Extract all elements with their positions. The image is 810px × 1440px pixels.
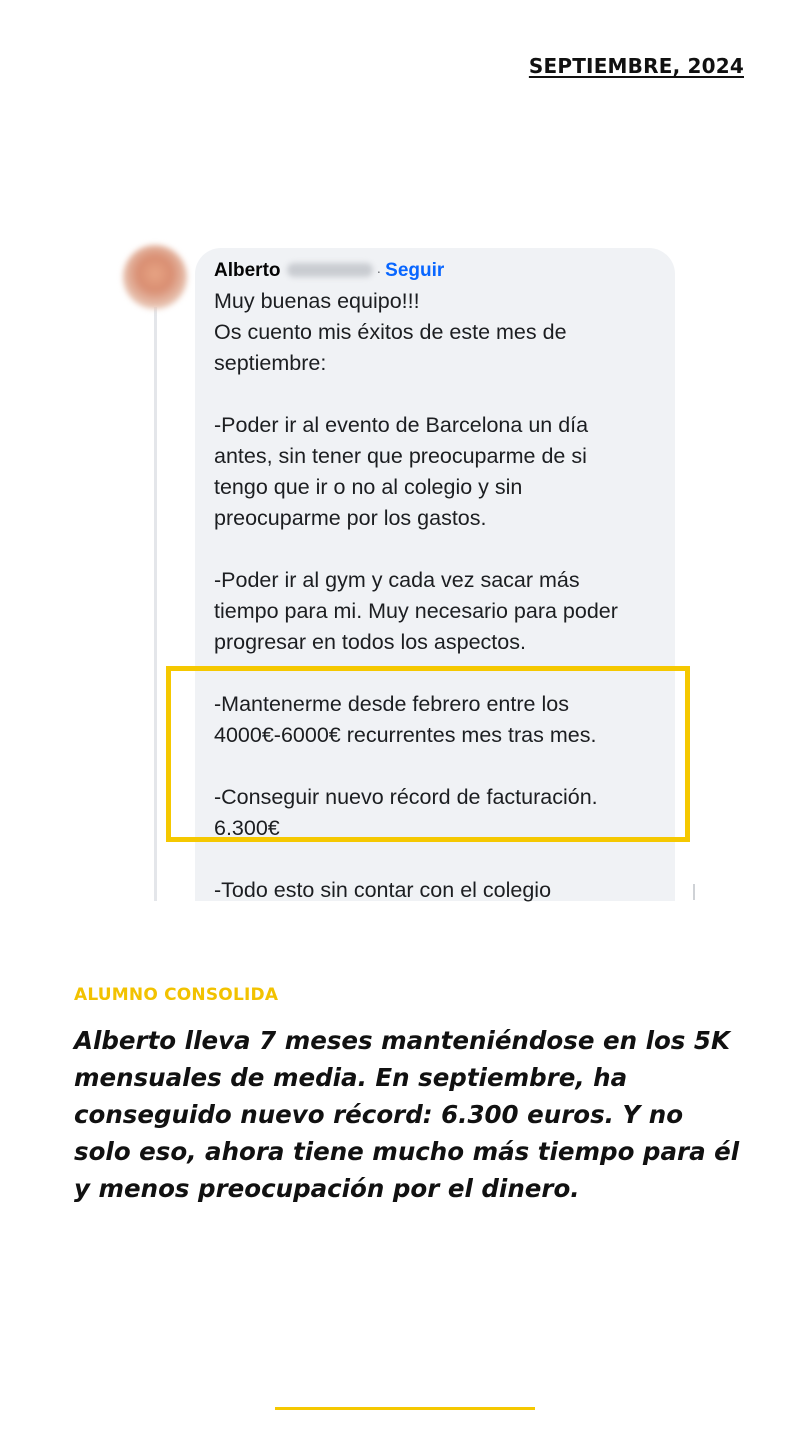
comment-line: 6.300€: [214, 816, 280, 840]
scroll-indicator: [693, 884, 695, 900]
comment-line: 4000€-6000€ recurrentes mes tras mes.: [214, 723, 597, 747]
testimonial-eyebrow: ALUMNO CONSOLIDA: [74, 985, 279, 1005]
blurred-surname: [287, 263, 373, 277]
comment-line: Muy buenas equipo!!!: [214, 289, 420, 313]
comment-line: antes, sin tener que preocuparme de si: [214, 444, 587, 468]
comment-line: progresar en todos los aspectos.: [214, 630, 526, 654]
author-row: [214, 260, 444, 282]
date-heading: SEPTIEMBRE, 2024: [528, 54, 744, 78]
avatar[interactable]: [123, 245, 187, 309]
author-name[interactable]: Alberto: [214, 260, 281, 281]
bottom-divider: [275, 1407, 535, 1410]
comment-line: tengo que ir o no al colegio y sin: [214, 475, 523, 499]
follow-link[interactable]: Seguir: [385, 260, 445, 281]
comment-line: -Poder ir al gym y cada vez sacar más: [214, 568, 580, 592]
thread-line: [154, 307, 157, 901]
highlight-box: [166, 666, 690, 842]
separator-dot: ·: [376, 263, 382, 279]
comment-line: preocuparme por los gastos.: [214, 506, 487, 530]
comment-line: tiempo para mi. Muy necesario para poder: [214, 599, 618, 623]
testimonial-summary: Alberto lleva 7 meses manteniéndose en los 5K mensuales de media. En septiembre, ha conseguido nuevo récord: 6.300 euros. Y no solo eso, ahora tiene mucho más tiempo para él y menos preocupación por el dinero.: [74, 1026, 740, 1203]
comment-line: -Poder ir al evento de Barcelona un día: [214, 413, 589, 437]
comment-line: Os cuento mis éxitos de este mes de: [214, 320, 567, 344]
comment-line: -Mantenerme desde febrero entre los: [214, 692, 569, 716]
comment-line: septiembre:: [214, 351, 327, 375]
comment-line: -Conseguir nuevo récord de facturación.: [214, 785, 598, 809]
comment-line: -Todo esto sin contar con el colegio: [214, 878, 552, 902]
